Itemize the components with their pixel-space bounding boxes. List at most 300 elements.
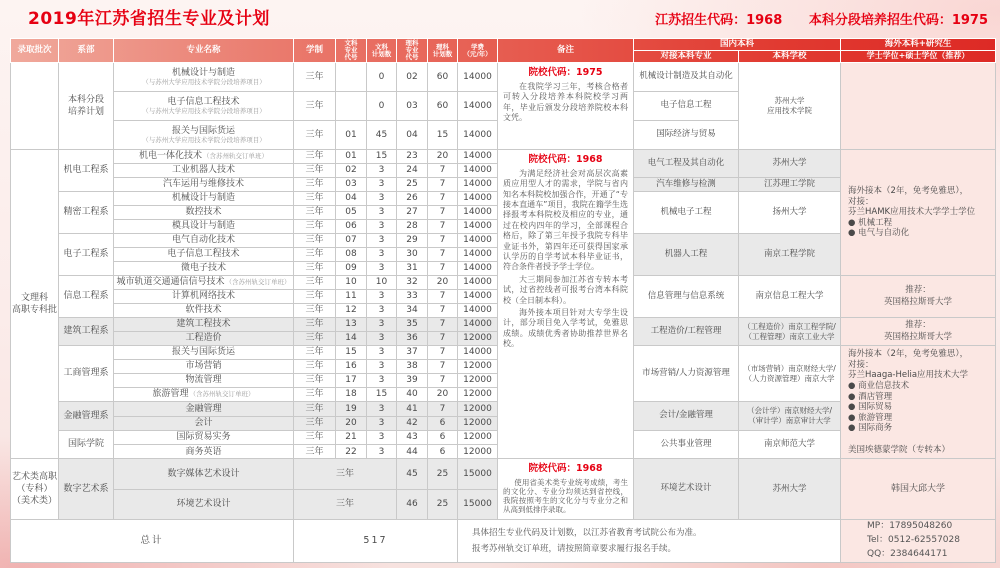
cell-text: 39 bbox=[406, 375, 418, 386]
cell bbox=[397, 290, 428, 304]
text-line: ● 商业信息技术 bbox=[848, 380, 910, 391]
text-line: 推荐： bbox=[905, 285, 931, 296]
cell-text: 14000 bbox=[463, 263, 492, 274]
cell bbox=[114, 445, 294, 459]
cell-text: 精密工程系 bbox=[63, 207, 109, 218]
cell bbox=[428, 220, 458, 234]
header-cell bbox=[458, 39, 498, 63]
cell-text: 12000 bbox=[463, 361, 492, 372]
contact-info bbox=[841, 520, 996, 563]
cell bbox=[336, 206, 367, 220]
cell bbox=[397, 248, 428, 262]
cell bbox=[458, 402, 498, 417]
cell bbox=[114, 346, 294, 360]
cell bbox=[336, 63, 367, 92]
cell-text: 3 bbox=[378, 305, 385, 316]
cell bbox=[428, 192, 458, 206]
cell-text: 15000 bbox=[463, 499, 492, 510]
cell-text: 20 bbox=[436, 389, 449, 400]
cell bbox=[59, 318, 114, 346]
cell-text: 15 bbox=[436, 129, 449, 140]
cell-text: 60 bbox=[436, 71, 449, 82]
cell bbox=[294, 459, 397, 489]
cell-text: 10 bbox=[345, 277, 357, 288]
cell-text: 本科学校 bbox=[772, 51, 807, 62]
cell bbox=[397, 304, 428, 318]
cell bbox=[367, 360, 397, 374]
cell-text: 7 bbox=[439, 375, 446, 386]
cell-text: 三年 bbox=[305, 333, 324, 344]
cell bbox=[739, 234, 841, 276]
jiangsu-code: 江苏招生代码：1968 bbox=[655, 13, 783, 28]
cell bbox=[336, 445, 367, 459]
text-line: 理科 bbox=[436, 42, 449, 51]
cell bbox=[458, 346, 498, 360]
cell bbox=[367, 234, 397, 248]
cell-text: 工程造价/工程管理 bbox=[650, 325, 722, 336]
cell bbox=[59, 276, 114, 318]
cell bbox=[59, 402, 114, 431]
cell bbox=[634, 63, 739, 92]
text-line: 培养计划 bbox=[67, 107, 104, 117]
cell-text: 三年 bbox=[335, 499, 354, 510]
text-line: ● 国际商务 bbox=[848, 423, 893, 434]
cell bbox=[397, 178, 428, 192]
cell bbox=[114, 192, 294, 206]
cell-text: 3 bbox=[378, 235, 385, 246]
cell-text: 汽车运用与维修技术 bbox=[162, 179, 244, 190]
cell bbox=[336, 346, 367, 360]
cell bbox=[336, 318, 367, 332]
cell bbox=[458, 262, 498, 276]
cell bbox=[336, 248, 367, 262]
text-line: 对接： bbox=[848, 196, 874, 207]
cell-subtext: （与苏州大学应用技术学院分段培养项目） bbox=[142, 135, 266, 144]
remark-paragraph: 大三期间参加江苏省专转本考试，过省控线者可报考台湾本科院校（全日制本科）。 bbox=[503, 274, 628, 305]
cell bbox=[634, 459, 739, 520]
cell bbox=[114, 290, 294, 304]
cell-text: 机械设计与制造 bbox=[171, 67, 235, 78]
cell bbox=[294, 430, 336, 445]
cell-text: 总计 bbox=[140, 534, 164, 546]
table-row bbox=[11, 459, 996, 489]
cell-text: 数字媒体艺术设计 bbox=[167, 468, 240, 479]
cell bbox=[428, 489, 458, 519]
cell-text: 34 bbox=[406, 305, 418, 316]
cell-text: 模具设计与制造 bbox=[171, 221, 235, 232]
cell bbox=[114, 489, 294, 519]
cell-text: 04 bbox=[345, 193, 357, 204]
cell-text: 信息管理与信息系统 bbox=[647, 290, 725, 301]
cell bbox=[428, 374, 458, 388]
cell bbox=[397, 459, 428, 489]
cell bbox=[367, 290, 397, 304]
cell-text: 7 bbox=[439, 207, 446, 218]
cell-text: 15 bbox=[375, 389, 388, 400]
cell bbox=[458, 206, 498, 220]
cell bbox=[294, 92, 336, 121]
cell bbox=[634, 402, 739, 431]
cell-subtext: （含苏州轨交订单班） bbox=[203, 152, 268, 161]
cell-text: 7 bbox=[439, 179, 446, 190]
cell bbox=[428, 150, 458, 164]
cell bbox=[294, 290, 336, 304]
cell bbox=[397, 276, 428, 290]
cell-text: 32 bbox=[406, 277, 418, 288]
cell-text: 7 bbox=[439, 263, 446, 274]
cell-text: 韩国大邱大学 bbox=[891, 484, 946, 495]
cell bbox=[336, 290, 367, 304]
cell bbox=[428, 234, 458, 248]
text-line: 专业 bbox=[344, 46, 358, 55]
cell bbox=[114, 121, 294, 150]
cell-text: 02 bbox=[345, 165, 357, 176]
cell bbox=[428, 121, 458, 150]
cell bbox=[294, 262, 336, 276]
cell-text: 30 bbox=[406, 249, 418, 260]
cell bbox=[114, 318, 294, 332]
cell bbox=[367, 121, 397, 150]
cell bbox=[458, 489, 498, 519]
overseas-haaga bbox=[841, 346, 996, 459]
cell bbox=[428, 206, 458, 220]
cell bbox=[428, 346, 458, 360]
cell-text: 7 bbox=[439, 319, 446, 330]
table-row bbox=[11, 63, 996, 92]
batch-benke-fenduan bbox=[59, 63, 114, 150]
cell-text: 15 bbox=[375, 151, 388, 162]
cell bbox=[428, 332, 458, 346]
cell-text: 7 bbox=[439, 347, 446, 358]
text-line: 文科 bbox=[344, 39, 358, 48]
cell bbox=[739, 178, 841, 192]
cell bbox=[458, 290, 498, 304]
cell-text: 建筑工程系 bbox=[63, 326, 109, 337]
cell bbox=[114, 206, 294, 220]
cell-text: 三年 bbox=[305, 277, 324, 288]
cell bbox=[634, 192, 739, 234]
cell-text: 数控技术 bbox=[185, 207, 222, 218]
cell bbox=[634, 234, 739, 276]
cell-text: 42 bbox=[406, 417, 418, 428]
cell-text: 60 bbox=[436, 100, 449, 111]
cell-text: 3 bbox=[378, 207, 385, 218]
cell-text: 7 bbox=[439, 249, 446, 260]
cell-text: 三年 bbox=[305, 235, 324, 246]
cell bbox=[739, 192, 841, 234]
admissions-plan-table bbox=[10, 38, 996, 563]
cell bbox=[59, 346, 114, 402]
cell bbox=[634, 318, 739, 346]
remark-paragraph: 在我院学习三年，考核合格者可转入分段培养本科院校学习两年，毕业后颁发分段培养院校本科文凭。 bbox=[503, 81, 628, 123]
cell bbox=[458, 374, 498, 388]
cell-text: 14 bbox=[345, 333, 357, 344]
cell bbox=[458, 248, 498, 262]
cell-text: 三年 bbox=[305, 403, 324, 414]
cell-text: 02 bbox=[406, 71, 418, 82]
cell bbox=[336, 192, 367, 206]
cell-text: 城市轨道交通通信信号技术 bbox=[116, 277, 225, 288]
cell-text: 12000 bbox=[463, 375, 492, 386]
cell-text: 三年 bbox=[305, 221, 324, 232]
cell bbox=[294, 178, 336, 192]
cell bbox=[367, 318, 397, 332]
cell-subtext: （与苏州大学应用技术学院分段培养项目） bbox=[142, 77, 266, 86]
cell-text: 7 bbox=[439, 193, 446, 204]
cell-text: 03 bbox=[345, 179, 357, 190]
cell bbox=[458, 360, 498, 374]
cell-text: 金融管理 bbox=[185, 403, 222, 414]
cell-text: 3 bbox=[378, 347, 385, 358]
cell bbox=[428, 430, 458, 445]
cell-text: 国内本科 bbox=[720, 39, 755, 50]
text-line: 艺术类高职 bbox=[12, 472, 58, 482]
cell-text: 12000 bbox=[463, 446, 492, 457]
cell bbox=[634, 121, 739, 150]
cell-text: 22 bbox=[345, 446, 357, 457]
cell-text: 41 bbox=[406, 403, 418, 414]
cell bbox=[367, 374, 397, 388]
cell-text: 系部 bbox=[77, 45, 95, 56]
cell bbox=[294, 360, 336, 374]
header-cell bbox=[114, 39, 294, 63]
text-line: 计划数 bbox=[432, 49, 453, 58]
cell bbox=[458, 121, 498, 150]
cell-text: 6 bbox=[439, 446, 446, 457]
cell bbox=[336, 388, 367, 402]
cell-text: 三年 bbox=[305, 305, 324, 316]
remark-1968 bbox=[498, 150, 634, 459]
text-line: （美术类） bbox=[12, 496, 58, 507]
cell-text: 录取批次 bbox=[17, 45, 52, 56]
cell bbox=[294, 121, 336, 150]
cell-text: 三年 bbox=[305, 417, 324, 428]
text-line: （市场营销）南京财经大学/ bbox=[743, 363, 836, 373]
cell bbox=[397, 416, 428, 430]
cell-text: 电子工程系 bbox=[63, 249, 109, 260]
cell bbox=[336, 220, 367, 234]
cell-text: 会计/金融管理 bbox=[659, 409, 713, 420]
cell-text: 38 bbox=[406, 361, 418, 372]
cell bbox=[294, 63, 336, 92]
cell bbox=[294, 304, 336, 318]
cell-text: 15 bbox=[345, 347, 357, 358]
header-row bbox=[11, 39, 996, 51]
cell bbox=[336, 178, 367, 192]
cell-text: 12000 bbox=[463, 333, 492, 344]
cell bbox=[59, 234, 114, 276]
cell bbox=[294, 220, 336, 234]
text-line: 计划数 bbox=[371, 49, 392, 58]
cell bbox=[458, 304, 498, 318]
cell bbox=[397, 445, 428, 459]
page-title: 2019年江苏省招生专业及计划 bbox=[28, 9, 270, 29]
header-cell bbox=[634, 51, 739, 63]
cell bbox=[428, 164, 458, 178]
cell bbox=[294, 388, 336, 402]
cell-text: 14000 bbox=[463, 277, 492, 288]
overseas-glasgow-1 bbox=[841, 276, 996, 318]
text-line: Tel：0512-62557028 bbox=[867, 535, 960, 546]
remark-paragraph: 为满足经济社会对高层次高素质应用型人才的需求，学院与省内知名本科院校加强合作，开通了“专接本直通车”项目，我院在籍学生选择报考本科院校及相应的专业，通过在校内四年的学习，全部课程合格后，除了第三年授予我院专科毕业证书外，第四年还可获得国家承认学历的自学考试本科毕业证书，符合条件者授予学士学位。 bbox=[503, 168, 628, 272]
cell bbox=[367, 92, 397, 121]
cell bbox=[397, 346, 428, 360]
text-line: ● 旅游管理 bbox=[848, 412, 893, 423]
text-line bbox=[848, 434, 988, 445]
cell-text: 31 bbox=[406, 263, 418, 274]
text-line: MP：17895048260 bbox=[867, 521, 953, 532]
cell-text: 517 bbox=[363, 534, 388, 546]
cell-text: 机电一体化技术 bbox=[138, 151, 202, 162]
remark-paragraph: 使用省美术类专业统考成绩，考生的文化分、专业分均须达到省控线，我院按照考生的文化分与专业分之和从高到低排序录取。 bbox=[503, 478, 628, 515]
cell-text: 南京工程学院 bbox=[764, 249, 816, 260]
cell-text: 04 bbox=[406, 129, 418, 140]
header-cell bbox=[59, 39, 114, 63]
cell bbox=[114, 360, 294, 374]
text-line: 英国格拉斯哥大学 bbox=[884, 296, 953, 307]
cell bbox=[336, 92, 367, 121]
cell bbox=[458, 318, 498, 332]
cell-text: 0 bbox=[378, 100, 385, 111]
cell bbox=[397, 318, 428, 332]
batch-art bbox=[11, 459, 59, 520]
cell bbox=[428, 445, 458, 459]
cell bbox=[458, 92, 498, 121]
cell-text: 国际经济与贸易 bbox=[656, 129, 716, 140]
cell bbox=[458, 416, 498, 430]
header-cell bbox=[841, 51, 996, 63]
text-line: QQ：2384644171 bbox=[867, 549, 948, 560]
cell-text: 03 bbox=[406, 100, 418, 111]
text-line: （会计学）南京财经大学/ bbox=[746, 406, 833, 416]
cell bbox=[397, 374, 428, 388]
cell-text: 45 bbox=[406, 468, 418, 479]
cell-text: 28 bbox=[406, 221, 418, 232]
header-cell bbox=[367, 39, 397, 63]
cell-text: 27 bbox=[406, 207, 418, 218]
cell-text: 工业机器人技术 bbox=[171, 165, 235, 176]
cell-text: 44 bbox=[406, 446, 418, 457]
cell bbox=[114, 416, 294, 430]
total-value bbox=[294, 520, 458, 563]
cell-text: 7 bbox=[439, 221, 446, 232]
cell-text: 20 bbox=[436, 277, 449, 288]
cell-text: 电子信息工程技术 bbox=[167, 249, 240, 260]
remark-code-heading: 院校代码：1975 bbox=[528, 67, 603, 78]
cell bbox=[739, 402, 841, 431]
text-line: （专科） bbox=[16, 484, 53, 495]
cell bbox=[367, 220, 397, 234]
cell-text: 16 bbox=[345, 361, 357, 372]
cell bbox=[294, 489, 397, 519]
cell-text: 07 bbox=[345, 235, 357, 246]
table-row bbox=[11, 520, 996, 563]
text-line: ● 国际贸易 bbox=[848, 402, 893, 413]
cell bbox=[294, 150, 336, 164]
cell bbox=[336, 121, 367, 150]
text-line: 苏州大学 bbox=[774, 96, 805, 106]
cell-text: 14000 bbox=[463, 305, 492, 316]
cell-text: 旅游管理 bbox=[152, 389, 189, 400]
cell bbox=[336, 150, 367, 164]
text-line: ● 酒店管理 bbox=[848, 391, 893, 402]
cell-text: 43 bbox=[406, 432, 418, 443]
header-cell bbox=[294, 39, 336, 63]
cell-text: 三年 bbox=[305, 361, 324, 372]
cell-text: 三年 bbox=[305, 129, 324, 140]
cell bbox=[428, 92, 458, 121]
cell-text: 机器人工程 bbox=[664, 248, 708, 259]
cell-text: 3 bbox=[378, 319, 385, 330]
cell bbox=[428, 388, 458, 402]
cell-text: 14000 bbox=[463, 221, 492, 232]
cell-text: 南京信息工程大学 bbox=[755, 291, 824, 302]
cell-text: 信息工程系 bbox=[63, 291, 109, 302]
cell-text: 7 bbox=[439, 333, 446, 344]
cell-text: 36 bbox=[406, 333, 418, 344]
cell bbox=[634, 92, 739, 121]
cell-text: 19 bbox=[345, 403, 357, 414]
text-line: 对接： bbox=[848, 359, 874, 370]
cell-text: 微电子技术 bbox=[180, 263, 226, 274]
cell bbox=[294, 248, 336, 262]
cell-text: 06 bbox=[345, 221, 357, 232]
cell bbox=[397, 92, 428, 121]
cell bbox=[458, 63, 498, 92]
cell-text: 6 bbox=[439, 432, 446, 443]
cell bbox=[397, 206, 428, 220]
cell-text: 工商管理系 bbox=[63, 368, 109, 379]
cell bbox=[397, 262, 428, 276]
cell-text: 市场营销/人力资源管理 bbox=[642, 367, 730, 378]
cell-text: 37 bbox=[406, 347, 418, 358]
table-body bbox=[11, 63, 996, 563]
cell-text: 01 bbox=[345, 151, 357, 162]
cell bbox=[458, 430, 498, 445]
cell bbox=[458, 234, 498, 248]
cell-text: 11 bbox=[345, 291, 357, 302]
school-cell bbox=[739, 318, 841, 346]
cell-text: 物流管理 bbox=[185, 375, 222, 386]
text-line: 专业 bbox=[405, 46, 419, 55]
text-line: （工程造价）南京工程学院/ bbox=[743, 321, 836, 331]
text-line: （审计学）南京审计大学 bbox=[748, 415, 831, 425]
cell-subtext: （与苏州大学应用技术学院分段培养项目） bbox=[142, 106, 266, 115]
cell bbox=[397, 121, 428, 150]
cell-text: 7 bbox=[439, 235, 446, 246]
cell-text: 14000 bbox=[463, 71, 492, 82]
school-cell bbox=[739, 63, 841, 150]
cell bbox=[114, 276, 294, 290]
cell bbox=[458, 332, 498, 346]
cell bbox=[397, 332, 428, 346]
cell-text: 7 bbox=[439, 291, 446, 302]
cell bbox=[367, 388, 397, 402]
overseas-hamk bbox=[841, 150, 996, 276]
cell-text: 14000 bbox=[463, 319, 492, 330]
cell bbox=[114, 234, 294, 248]
cell-text: 苏州大学 bbox=[772, 158, 807, 169]
cell bbox=[397, 150, 428, 164]
cell-text: 会计 bbox=[194, 417, 213, 428]
cell bbox=[367, 346, 397, 360]
cell bbox=[428, 262, 458, 276]
cell bbox=[428, 248, 458, 262]
overseas-blank bbox=[841, 63, 996, 150]
admission-codes bbox=[655, 9, 988, 29]
cell-text: 软件技术 bbox=[185, 305, 222, 316]
cell-text: 3 bbox=[378, 432, 385, 443]
